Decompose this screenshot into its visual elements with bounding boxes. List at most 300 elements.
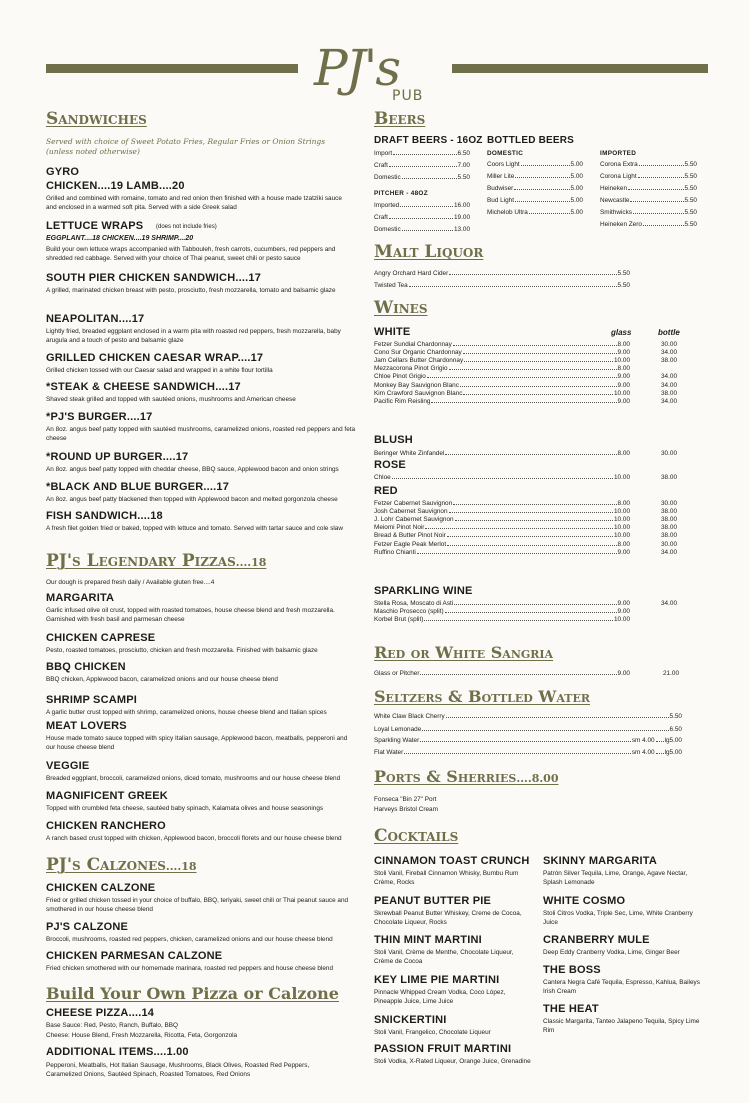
wine-row-price: 10.00: [614, 474, 630, 481]
domestic-row-leader: [529, 213, 570, 214]
calzones-title-text: PJ's Calzones: [46, 855, 166, 875]
sandwich-item-desc: A grilled, marinated chicken breast with pesto, prosciutto, fresh mozzarella, tomato and balsamic glaze: [46, 287, 336, 294]
wine-row: [374, 373, 630, 380]
domestic-row-name: Bud Light: [487, 197, 515, 204]
cocktail-name: SNICKERTINI: [374, 1014, 447, 1026]
imported-row-name: Corona Extra: [600, 161, 638, 168]
wine-row: [374, 600, 630, 607]
header-bar-right: [452, 64, 708, 73]
wine-row-name: Kim Crawford Sauvignon Blanc: [374, 389, 463, 397]
wine-row-price: 9.00: [617, 373, 630, 381]
wine-row-leader: [455, 520, 613, 521]
imported-row-price: 5.50: [684, 161, 697, 168]
wine-row-leader: [424, 620, 613, 621]
wine-bottle-price: 38.00: [661, 532, 677, 540]
draft-row-name: Import: [374, 150, 393, 157]
wine-row-name: Chloe: [374, 474, 391, 481]
wine-row-name: Fetzer Eagle Peak Merlot: [374, 540, 447, 548]
calzone-item-name: CHICKEN CALZONE: [46, 882, 156, 894]
seltzer-row-price: 5.50: [669, 713, 682, 720]
lettuce-note: (does not include fries): [156, 224, 217, 230]
domestic-row-leader: [521, 165, 570, 166]
wine-row-name: Chloe Pinot Grigio: [374, 373, 426, 381]
pizza-item-desc: Topped with crumbled feta cheese, sautéed baby spinach, Kalamata olives and house seasonings: [46, 805, 324, 812]
seltzer-row-leader-2: [656, 753, 664, 754]
cocktails-title: Cocktails: [374, 826, 459, 846]
pitcher-title: PITCHER - 48OZ: [374, 190, 428, 197]
port-item-1: Fonseca "Bin 27" Port: [374, 796, 437, 803]
wine-row: [374, 549, 630, 556]
wine-row: [374, 382, 630, 389]
wine-bottle-price: 34.00: [661, 373, 677, 381]
wine-row-price: 8.00: [617, 365, 630, 373]
lettuce-desc: Build your own lettuce wraps accompanied with Tabbouleh, fresh carrots, cucumbers, red peppers and shredded red cabbage. Served with your choice of Thai peanut, sweet chili or pesto sauce: [46, 246, 336, 262]
imported-row-leader: [643, 225, 684, 226]
wine-row-price: 10.00: [614, 616, 630, 624]
pizza-item-name: MARGARITA: [46, 592, 115, 604]
wine-row: [374, 349, 630, 356]
cocktail-desc: Stoli Vanil, Crème de Menthe, Chocolate Liqueur, Crème de Cocoa: [374, 949, 514, 965]
wine-row-price: 8.00: [617, 500, 630, 507]
wine-row: [374, 398, 630, 405]
draft-row-price: 7.00: [457, 162, 470, 169]
sandwich-item-desc: Lightly fried, breaded eggplant enclosed in a warm pita with roasted red peppers, fresh mozzarella, baby arugula and a touch of pesto and balsamic glaze: [46, 328, 341, 344]
pizza-item-name: BBQ CHICKEN: [46, 661, 126, 673]
pitcher-row: [374, 214, 470, 221]
sandwich-item-name: *BLACK AND BLUE BURGER....17: [46, 481, 230, 493]
pitcher-row: [374, 226, 470, 233]
imported-row-price: 5.50: [684, 209, 697, 216]
seltzer-row-name: White Claw Black Cherry: [374, 713, 445, 720]
calzone-item-desc: Fried or grilled chicken tossed in your choice of buffalo, BBQ, teriyaki, sweet chili or Thai peanut sauce and smothered in our house cheese blend: [46, 897, 349, 913]
wine-row-name: Bread & Butter Pinot Noir: [374, 532, 446, 540]
wine-group-title: ROSE: [374, 459, 406, 471]
seltzer-row-leader-2: [656, 741, 664, 742]
imported-row: [600, 161, 697, 168]
sandwich-item-name: FISH SANDWICH....18: [46, 510, 163, 522]
pitcher-row-name: Domestic: [374, 226, 401, 233]
wine-row-leader: [453, 504, 616, 505]
cocktail-name: THE BOSS: [543, 964, 601, 976]
draft-row-name: Domestic: [374, 174, 401, 181]
sandwich-item-name: *ROUND UP BURGER....17: [46, 451, 189, 463]
pizza-item-desc: Breaded eggplant, broccoli, caramelized onions, diced tomato, mushrooms and our house cheese blend: [46, 775, 341, 782]
cocktail-name: WHITE COSMO: [543, 895, 626, 907]
domestic-row-name: Budwiser: [487, 185, 514, 192]
wine-bottle-price: 38.00: [661, 524, 677, 532]
wine-row-price: 8.00: [617, 450, 630, 457]
wine-row-price: 10.00: [614, 524, 630, 532]
wine-group-title: BLUSH: [374, 434, 413, 446]
sangria-item-name: Glass or Pitcher: [374, 670, 420, 677]
domestic-row-name: Michelob Ultra: [487, 209, 528, 216]
wine-row-leader: [392, 478, 613, 479]
wine-row-leader: [417, 553, 617, 554]
wine-row: [374, 474, 630, 481]
calzone-item-name: PJ'S CALZONE: [46, 921, 129, 933]
wine-row-leader: [445, 454, 616, 455]
calzone-item-desc: Fried chicken smothered with our homemade marinara, roasted red peppers and house cheese blend: [46, 965, 334, 972]
sandwich-item-desc: An 8oz. angus beef patty topped with cheddar cheese, BBQ sauce, Applewood bacon and onion strings: [46, 466, 339, 473]
sangria-item-leader: [420, 674, 616, 675]
calzone-item-name: CHICKEN PARMESAN CALZONE: [46, 950, 223, 962]
imported-row: [600, 197, 697, 204]
imported-row: [600, 221, 697, 228]
gyro-name: GYRO: [46, 166, 80, 178]
wine-row: [374, 365, 630, 372]
domestic-row-price: 5.00: [570, 197, 583, 204]
wine-row: [374, 500, 630, 507]
wine-row: [374, 608, 630, 615]
sandwiches-note: Served with choice of Sweet Potato Fries, Regular Fries or Onion Strings (unless noted otherwise): [46, 137, 326, 156]
wine-row-leader: [449, 512, 613, 513]
cocktail-name: SKINNY MARGARITA: [543, 855, 658, 867]
wine-row-leader: [453, 345, 617, 346]
cocktail-name: CRANBERRY MULE: [543, 934, 650, 946]
sandwich-item-name: GRILLED CHICKEN CAESAR WRAP....17: [46, 352, 264, 364]
wine-row-price: 10.00: [614, 516, 630, 524]
wine-row-name: Pacific Rim Reisling: [374, 397, 431, 405]
seltzer-row: [374, 749, 682, 756]
ports-suffix: ....8.00: [516, 772, 559, 785]
beers-title: Beers: [374, 109, 426, 129]
logo-main: PJ's: [314, 39, 400, 97]
gyro-prices: CHICKEN....19 LAMB....20: [46, 180, 185, 192]
wine-bottle-price: 30.00: [661, 500, 677, 507]
domestic-row: [487, 173, 583, 180]
wine-group-title: SPARKLING WINE: [374, 585, 473, 597]
pitcher-row: [374, 202, 470, 209]
wine-row: [374, 508, 630, 515]
byo-cheese-pizza: CHEESE PIZZA....14: [46, 1007, 155, 1019]
domestic-row-price: 5.00: [570, 161, 583, 168]
pitcher-row-price: 19.00: [454, 214, 470, 221]
wine-bottle-price: 38.00: [661, 508, 677, 516]
sandwich-item-desc: An 8oz. angus beef patty topped with sautéed mushrooms, caramelized onions, roasted red peppers and feta cheese: [46, 426, 356, 442]
wine-group-title: WHITE: [374, 326, 411, 338]
pizzas-title: [46, 551, 266, 571]
pitcher-row-price: 16.00: [454, 202, 470, 209]
seltzer-row-leader: [420, 741, 631, 742]
cocktail-desc: Patrón Silver Tequila, Lime, Orange, Agave Nectar, Splash Lemonade: [543, 870, 688, 886]
sandwich-item-desc: Grilled chicken tossed with our Caesar salad and wrapped in a white flour tortilla: [46, 367, 273, 374]
seltzer-row-price-lg: lg5.00: [664, 737, 682, 744]
domestic-row: [487, 197, 583, 204]
sandwich-item-desc: An 8oz. angus beef patty blackened then topped with Applewood bacon and melted gorgonzola cheese: [46, 496, 338, 503]
wine-row-name: Meiomi Pinot Noir: [374, 524, 425, 532]
draft-title: DRAFT BEERS - 16OZ: [374, 135, 483, 146]
imported-row-leader: [630, 201, 683, 202]
pitcher-row-leader: [400, 206, 453, 207]
calzones-suffix: ....18: [165, 860, 197, 873]
cocktail-desc: Stoli Vanil, Fireball Cinnamon Whisky, Bumbu Rum Crème, Rocks: [374, 870, 519, 886]
byo-cheeses: Cheese: House Blend, Fresh Mozzarella, Ricotta, Feta, Gorgonzola: [46, 1032, 238, 1039]
wine-row-name: Beringer White Zinfandel: [374, 450, 445, 457]
wine-row-leader: [425, 528, 613, 529]
seltzer-row-name: Flat Water: [374, 749, 404, 756]
malt-title: Malt Liquor: [374, 242, 484, 262]
draft-row: [374, 174, 470, 181]
wine-bottle-price: 34.00: [661, 381, 677, 389]
wine-row-name: Josh Cabernet Sauvignon: [374, 508, 448, 516]
wine-bottle-price: 38.00: [661, 474, 677, 481]
wine-bottle-price: 34.00: [661, 600, 677, 607]
seltzer-row-leader: [422, 730, 668, 731]
pizza-item-desc: Garlic infused olive oil crust, topped with roasted tomatoes, house cheese blend and fresh mozzarella. Garnished with fresh basil and parmesan cheese: [46, 607, 335, 623]
imported-row-price: 5.50: [684, 173, 697, 180]
seltzer-row: [374, 726, 682, 733]
seltzer-row-name: Loyal Lemonade: [374, 726, 422, 733]
cocktail-name: PASSION FRUIT MARTINI: [374, 1043, 512, 1055]
wine-row-leader: [447, 536, 613, 537]
wine-bottle-price: 30.00: [661, 450, 677, 457]
pizza-item-name: CHICKEN CAPRESE: [46, 632, 156, 644]
pizza-item-name: VEGGIE: [46, 760, 90, 772]
sangria-item-price: 9.00: [617, 670, 630, 677]
wine-row-price: 10.00: [614, 389, 630, 397]
calzones-title: [46, 855, 197, 875]
pizza-item-name: CHICKEN RANCHERO: [46, 820, 166, 832]
wine-row-price: 10.00: [614, 532, 630, 540]
wine-row: [374, 450, 630, 457]
wine-row-name: Ruffino Chianti: [374, 548, 416, 556]
pitcher-row-leader: [402, 230, 453, 231]
wine-row-price: 9.00: [617, 548, 630, 556]
malt-row-name: Twisted Tea: [374, 282, 408, 289]
pizza-item-name: SHRIMP SCAMPI: [46, 694, 138, 706]
imported-row-name: Newcastle: [600, 197, 630, 204]
pizza-item-desc: A garlic butter crust topped with shrimp, caramelized onions, house cheese blend and Italian spices: [46, 709, 327, 716]
draft-row-price: 5.50: [457, 174, 470, 181]
cocktail-desc: Skrewball Peanut Butter Whiskey, Creme de Cocoa, Chocolate Liqueur, Rocks: [374, 910, 522, 926]
imported-row-name: Heineken Zero: [600, 221, 642, 228]
pizza-item-name: MAGNIFICENT GREEK: [46, 790, 168, 802]
sandwich-item-name: *PJ'S BURGER....17: [46, 411, 153, 423]
draft-row-leader: [389, 166, 457, 167]
pizza-item-name: MEAT LOVERS: [46, 720, 127, 732]
cocktail-desc: Stoli Citros Vodka, Triple Sec, Lime, White Cranberry Juice: [543, 910, 693, 926]
wine-row-name: Korbel Brut (split): [374, 616, 424, 624]
gyro-desc: Grilled and combined with romaine, tomato and red onion then finished with a house made tzatziki sauce and enclosed in a warmed soft pita. Served with a side Greek salad: [46, 195, 342, 211]
malt-row-name: Angry Orchard Hard Cider: [374, 270, 449, 277]
bottled-title: BOTTLED BEERS: [487, 135, 575, 146]
seltzer-row-price-sm: sm 4.00: [631, 737, 655, 744]
wine-row-price: 9.00: [617, 381, 630, 389]
wine-row-name: Jam Cellars Butter Chardonnay: [374, 357, 464, 365]
domestic-row: [487, 185, 583, 192]
wine-bottle-price: 30.00: [661, 540, 677, 548]
wine-bottle-price: 34.00: [661, 349, 677, 357]
seltzers-title: Seltzers & Bottled Water: [374, 687, 590, 706]
wine-row-leader: [463, 353, 617, 354]
sandwich-item-name: NEAPOLITAN....17: [46, 313, 145, 325]
cocktail-desc: Stoli Vanil, Frangelico, Chocolate Liqueur: [374, 1029, 491, 1036]
byo-base: Base Sauce: Red, Pesto, Ranch, Buffalo, BBQ: [46, 1022, 179, 1029]
wine-row-leader: [454, 604, 616, 605]
wine-bottle-price: 38.00: [661, 389, 677, 397]
imported-row-name: Corona Light: [600, 173, 637, 180]
domestic-row-leader: [514, 189, 569, 190]
wine-row-leader: [427, 377, 617, 378]
malt-row: [374, 270, 630, 277]
cocktail-desc: Deep Eddy Cranberry Vodka, Lime, Ginger Beer: [543, 949, 680, 956]
pizzas-suffix: ....18: [235, 556, 267, 569]
imported-title: IMPORTED: [600, 150, 637, 157]
sandwich-item-desc: A fresh filet golden fried or baked, topped with lettuce and tomato. Served with tartar sauce and cole slaw: [46, 525, 343, 532]
seltzer-row-leader: [404, 753, 631, 754]
wine-row-name: Fetzer Cabernet Sauvignon: [374, 500, 453, 507]
sandwiches-title: Sandwiches: [46, 109, 147, 129]
domestic-row-name: Miller Lite: [487, 173, 515, 180]
pizza-item-desc: House made tomato sauce topped with spicy Italian sausage, Applewood bacon, meatballs, pepperoni and our house cheese blend: [46, 735, 348, 751]
imported-row-leader: [633, 213, 684, 214]
wine-row-name: Maschio Prosecco (split): [374, 608, 444, 616]
wine-bottle-price: 38.00: [661, 357, 677, 365]
byo-title: Build Your Own Pizza or Calzone: [46, 984, 339, 1003]
wine-row-leader: [463, 394, 613, 395]
wine-row-name: Monkey Bay Sauvignon Blanc: [374, 381, 459, 389]
byo-additional: ADDITIONAL ITEMS....1.00: [46, 1046, 189, 1058]
malt-row-price: 5.50: [617, 270, 630, 277]
bottle-label: bottle: [658, 328, 680, 337]
byo-items: Pepperoni, Meatballs, Hot Italian Sausage, Mushrooms, Black Olives, Roasted Red Peppers, Caramelized Onions, Sautéed Spinach, Roasted Tomatoes, Red Onions: [46, 1062, 310, 1078]
wine-row: [374, 541, 630, 548]
wine-row-name: J. Lohr Cabernet Sauvignon: [374, 516, 454, 524]
wine-row-leader: [449, 369, 617, 370]
malt-row-leader: [449, 274, 616, 275]
logo-sub: PUB: [392, 88, 424, 104]
wine-row: [374, 390, 630, 397]
imported-row-price: 5.50: [684, 221, 697, 228]
domestic-row-price: 5.00: [570, 173, 583, 180]
seltzer-row: [374, 737, 682, 744]
glass-label: glass: [611, 328, 632, 337]
wine-bottle-price: 38.00: [661, 516, 677, 524]
imported-row: [600, 185, 697, 192]
pizzas-title-text: PJ's Legendary Pizzas: [46, 551, 236, 571]
header-bar-left: [46, 64, 298, 73]
wines-title: Wines: [374, 298, 428, 318]
sangria-item: [374, 670, 630, 677]
pitcher-row-price: 13.00: [454, 226, 470, 233]
pitcher-row-name: Imported: [374, 202, 400, 209]
pitcher-row-leader: [389, 218, 453, 219]
cocktail-desc: Pinnacle Whipped Cream Vodka, Coco López, Pineapple Juice, Lime Juice: [374, 989, 506, 1005]
wine-row-name: Fetzer Sundial Chardonnay: [374, 341, 452, 348]
pizza-item-desc: A ranch based crust topped with chicken, Applewood bacon, broccoli florets and our house cheese blend: [46, 835, 342, 842]
lettuce-name: LETTUCE WRAPS: [46, 220, 144, 232]
imported-row-name: Heineken: [600, 185, 628, 192]
wine-row-leader: [445, 612, 617, 613]
wine-row: [374, 516, 630, 523]
seltzer-row: [374, 713, 682, 720]
sandwich-item-desc: Shaved steak grilled and topped with sautéed onions, mushrooms and American cheese: [46, 396, 296, 403]
draft-row-leader: [402, 178, 457, 179]
wine-row-leader: [460, 386, 617, 387]
pizza-item-desc: BBQ chicken, Applewood bacon, caramelized onions and our house cheese blend: [46, 676, 278, 683]
draft-row: [374, 162, 470, 169]
domestic-row: [487, 161, 583, 168]
imported-row-price: 5.50: [684, 185, 697, 192]
imported-row-leader: [638, 177, 684, 178]
sandwich-item-name: *STEAK & CHEESE SANDWICH....17: [46, 381, 241, 393]
domestic-title: DOMESTIC: [487, 150, 524, 157]
seltzer-row-name: Sparkling Water: [374, 737, 420, 744]
domestic-row: [487, 209, 583, 216]
wine-row-price: 8.00: [617, 540, 630, 548]
wine-row: [374, 341, 630, 348]
imported-row: [600, 173, 697, 180]
cocktail-desc: Cantera Negra Café Tequila, Espresso, Kahlua, Baileys Irish Cream: [543, 979, 700, 995]
draft-row-leader: [393, 154, 456, 155]
wine-bottle-price: 30.00: [661, 341, 677, 348]
imported-row: [600, 209, 697, 216]
wine-row-name: Mezzacorona Pinot Grigio: [374, 365, 448, 373]
cocktail-desc: Stoli Vodka, X-Rated Liqueur, Orange Juice, Grenadine: [374, 1058, 531, 1065]
wine-row-price: 9.00: [617, 600, 630, 607]
wine-row: [374, 616, 630, 623]
wine-row-price: 10.00: [614, 508, 630, 516]
seltzer-row-price-lg: lg5.00: [664, 749, 682, 756]
wine-row-price: 9.00: [617, 349, 630, 357]
seltzer-row-leader: [446, 717, 669, 718]
draft-row-name: Craft: [374, 162, 388, 169]
cocktail-name: CINNAMON TOAST CRUNCH: [374, 855, 530, 867]
domestic-row-price: 5.00: [570, 209, 583, 216]
draft-row: [374, 150, 470, 157]
wine-bottle-price: 34.00: [661, 548, 677, 556]
domestic-row-leader: [515, 177, 569, 178]
cocktail-name: THE HEAT: [543, 1003, 599, 1015]
calzone-item-desc: Broccoli, mushrooms, roasted red peppers, chicken, caramelized onions and our house cheese blend: [46, 936, 333, 943]
wine-row-price: 8.00: [617, 341, 630, 348]
wine-row-name: Cono Sur Organic Chardonnay: [374, 349, 462, 357]
ports-title-text: Ports & Sherries: [374, 767, 517, 786]
pizzas-note: Our dough is prepared fresh daily / Available gluten free....4: [46, 579, 215, 586]
cocktail-name: KEY LIME PIE MARTINI: [374, 974, 500, 986]
wine-group-title: RED: [374, 485, 398, 497]
pizza-item-desc: Pesto, roasted tomatoes, prosciutto, chicken and fresh mozzarella. Finished with balsamic glaze: [46, 647, 318, 654]
domestic-row-name: Coors Light: [487, 161, 520, 168]
draft-row-price: 6.50: [457, 150, 470, 157]
sandwich-item-name: SOUTH PIER CHICKEN SANDWICH....17: [46, 272, 262, 284]
wine-row-leader: [447, 545, 616, 546]
wine-row: [374, 357, 630, 364]
wine-row: [374, 524, 630, 531]
imported-row-name: Smithwicks: [600, 209, 632, 216]
domestic-row-leader: [515, 201, 570, 202]
port-item-2: Harveys Bristol Cream: [374, 806, 438, 813]
cocktail-name: PEANUT BUTTER PIE: [374, 895, 492, 907]
wine-row-price: 10.00: [614, 357, 630, 365]
sangria-pitcher-price: 21.00: [663, 670, 679, 677]
wine-bottle-price: 34.00: [661, 397, 677, 405]
malt-row: [374, 282, 630, 289]
domestic-row-price: 5.00: [570, 185, 583, 192]
imported-row-leader: [628, 189, 684, 190]
sangria-title: Red or White Sangria: [374, 643, 554, 662]
cocktail-desc: Classic Margarita, Tanteo Jalapeno Tequila, Spicy Lime Rim: [543, 1018, 700, 1034]
malt-row-price: 5.50: [617, 282, 630, 289]
logo: [312, 40, 442, 108]
wine-row-leader: [431, 402, 616, 403]
seltzer-row-price: 6.50: [669, 726, 682, 733]
wine-row-name: Stella Rosa, Moscato di Asti: [374, 600, 454, 607]
imported-row-price: 5.50: [684, 197, 697, 204]
wine-row-leader: [464, 361, 613, 362]
lettuce-prices: EGGPLANT....18 CHICKEN....19 SHRIMP....20: [46, 235, 194, 242]
cocktail-name: THIN MINT MARTINI: [374, 934, 482, 946]
